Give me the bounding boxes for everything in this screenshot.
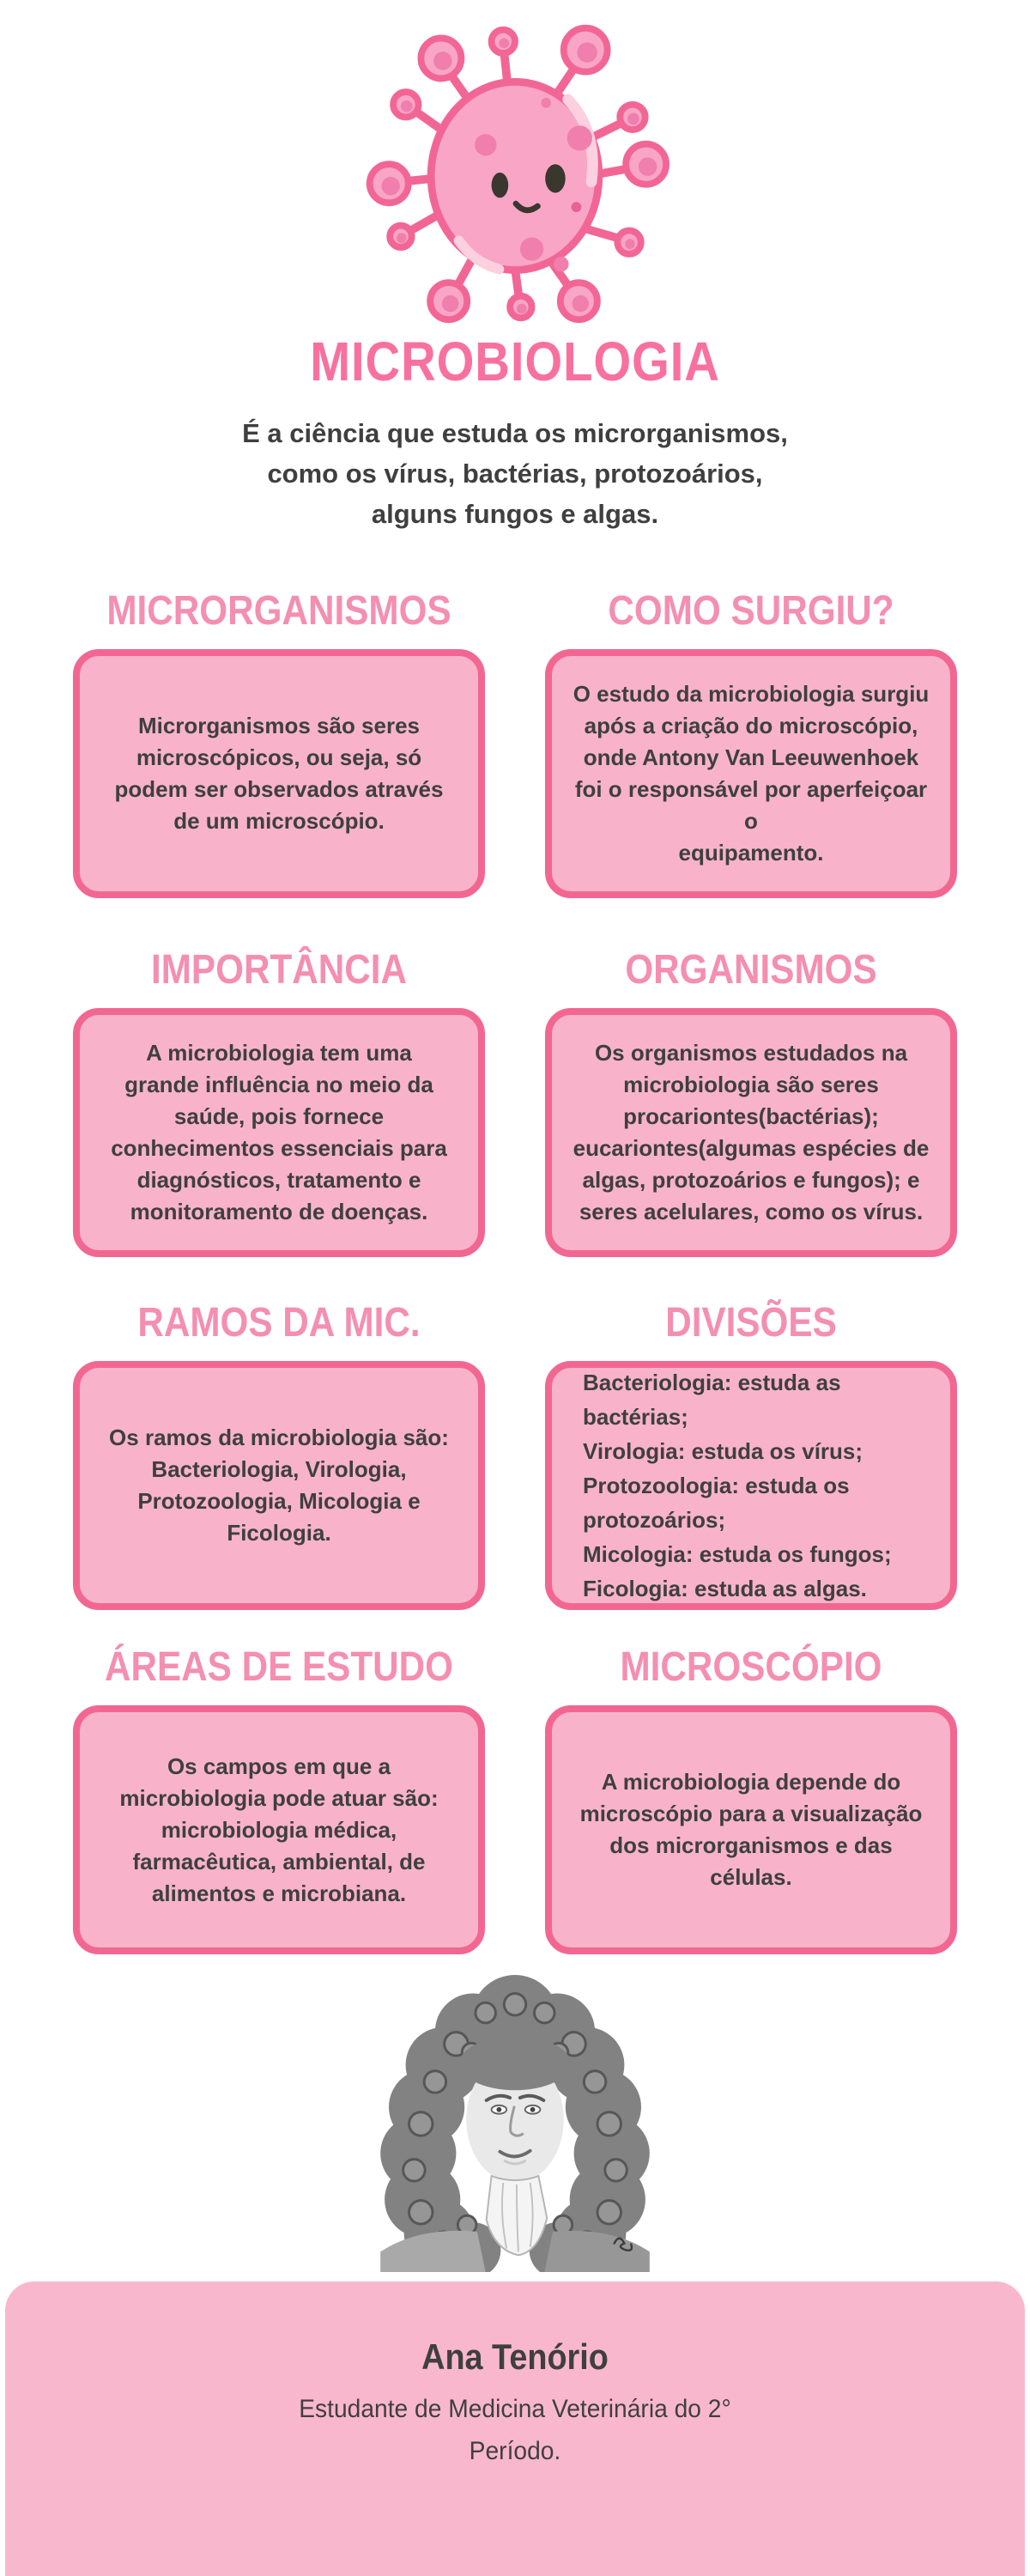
footer-card (5, 2281, 1025, 2576)
text-line: A microbiologia depende do (601, 1769, 901, 1795)
section-box-ramos (73, 1361, 485, 1610)
text-line: algas, protozoários e fungos); e (582, 1167, 920, 1193)
text-line: Protozoologia, Micologia e Ficologia. (137, 1488, 421, 1546)
section-box-areas (73, 1705, 485, 1954)
section-row-2 (73, 946, 957, 1257)
text-line: eucariontes(algumas espécies de (573, 1135, 930, 1161)
text-line: Os organismos estudados na (594, 1040, 908, 1066)
text-line: monitoramento de doenças. (130, 1199, 428, 1224)
text-line: microscópicos, ou seja, só (136, 744, 422, 770)
text-line: dos microrganismos e das células. (609, 1832, 893, 1890)
section-divisoes (545, 1299, 957, 1610)
section-title-divisoes: DIVISÕES (665, 1300, 837, 1346)
section-box-divisoes (545, 1361, 957, 1610)
text-line: alimentos e microbiana. (151, 1880, 407, 1906)
text-line: grande influência no meio da (124, 1072, 433, 1097)
section-importancia (73, 946, 485, 1257)
text-line: foi o responsável por aperfeiçoar o (574, 776, 928, 834)
section-box-microrganismos (73, 649, 485, 898)
page-subtitle (242, 413, 788, 534)
text-line: Ficologia: estuda as algas. (583, 1576, 867, 1601)
text-line: conhecimentos essenciais para (111, 1135, 447, 1161)
section-microscopio (545, 1643, 957, 1954)
section-box-microscopio (545, 1705, 957, 1954)
virus-illustration (360, 12, 670, 336)
text-line: seres acelulares, como os vírus. (579, 1199, 924, 1224)
text-line: Os ramos da microbiologia são: (109, 1425, 449, 1450)
text-line: equipamento. (678, 840, 824, 866)
text-line: Bacteriologia, Virologia, (151, 1456, 407, 1482)
text-line: Período. (469, 2437, 561, 2465)
text-line: após a criação do microscópio, (584, 713, 918, 738)
text-line: O estudo da microbiologia surgiu (573, 681, 930, 707)
section-title-importancia: IMPORTÂNCIA (150, 947, 408, 993)
section-title-organismos: ORGANISMOS (625, 947, 877, 993)
text-line: procariontes(bactérias); (623, 1103, 879, 1129)
section-ramos (73, 1299, 485, 1610)
text-line: microbiologia pode atuar são: (119, 1784, 439, 1811)
text-line: Bacteriologia: estuda as bactérias; (583, 1370, 841, 1430)
section-box-organismos (545, 1008, 957, 1257)
section-row-4 (73, 1643, 957, 1954)
section-title-como-surgiu: COMO SURGIU? (608, 588, 894, 634)
page-title: MICROBIOLOGIA (310, 331, 720, 392)
section-title-microscopio: MICROSCÓPIO (620, 1644, 882, 1690)
portrait-sketch-icon (347, 1972, 683, 2272)
text-line: microbiologia médica, (161, 1816, 397, 1843)
text-line: farmacêutica, ambiental, de (132, 1848, 426, 1874)
text-line: Virologia: estuda os vírus; (583, 1438, 863, 1464)
text-line: diagnósticos, tratamento e (136, 1167, 421, 1193)
section-row-3 (73, 1299, 957, 1610)
text-line: como os vírus, bactérias, protozoários, (267, 459, 763, 489)
text-line: podem ser observados através (114, 776, 444, 802)
text-line: de um microscópio. (173, 808, 385, 834)
leeuwenhoek-portrait (347, 1972, 683, 2276)
section-title-microrganismos: MICRORGANISMOS (106, 588, 451, 634)
text-line: Os campos em que a (167, 1753, 391, 1779)
section-microrganismos (73, 587, 485, 898)
text-line: saúde, pois fornece (173, 1103, 385, 1129)
text-line: É a ciência que estuda os microrganismos, (242, 418, 788, 448)
text-line: Microrganismos são seres (137, 713, 421, 738)
text-line: Protozoologia: estuda os protozoários; (583, 1473, 850, 1533)
text-line: microbiologia são seres (623, 1072, 879, 1097)
text-line: alguns fungos e algas. (371, 499, 659, 529)
text-line: Estudante de Medicina Veterinária do 2° (299, 2395, 731, 2423)
section-areas (73, 1643, 485, 1954)
section-box-como-surgiu (545, 649, 957, 898)
text-line: A microbiologia tem uma (146, 1040, 412, 1066)
text-line: Micologia: estuda os fungos; (583, 1541, 892, 1567)
author-name: Ana Tenório (421, 2336, 609, 2377)
section-title-ramos: RAMOS DA MIC. (137, 1300, 421, 1346)
text-line: microscópio para a visualização (579, 1801, 923, 1826)
section-organismos (545, 946, 957, 1257)
author-role (36, 2388, 995, 2472)
section-como-surgiu (545, 587, 957, 898)
section-box-importancia (73, 1008, 485, 1257)
section-row-1 (73, 587, 957, 898)
section-title-areas: ÁREAS DE ESTUDO (104, 1644, 454, 1690)
virus-icon (360, 12, 670, 331)
text-line: onde Antony Van Leeuwenhoek (583, 744, 919, 770)
